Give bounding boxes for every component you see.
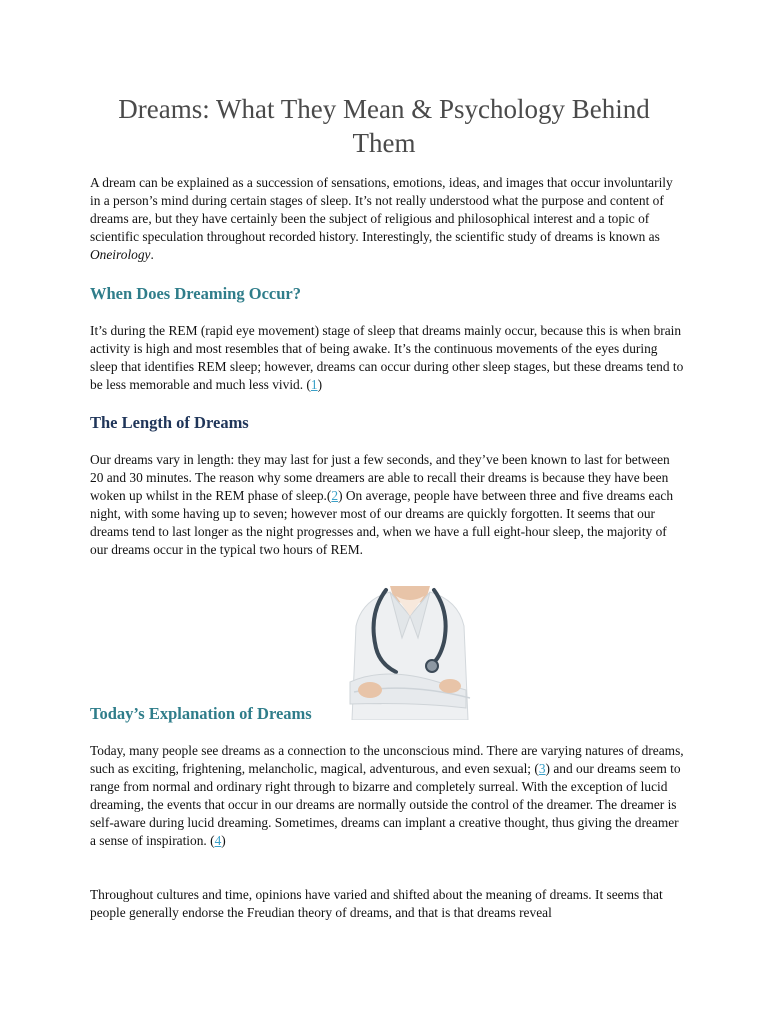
intro-end: . [150, 247, 154, 262]
section1-text: It’s during the REM (rapid eye movement) stage of sleep that dreams mainly occur, because this is when brain activity is high and most resembles that of being awake. It’s the continuous movements of the eyes during sleep that identifies REM sleep; however, dreams can occur during other sleep stages, but these dreams tend to be less memorable and much less vivid. ( [90, 323, 684, 392]
intro-term: Oneirology [90, 247, 151, 262]
intro-paragraph [90, 174, 686, 264]
heading-todays-explanation: Today’s Explanation of Dreams [90, 704, 312, 723]
section1-end: ) [317, 377, 323, 392]
reference-link-1[interactable]: 1 [310, 377, 318, 392]
section3-text-a: Today, many people see dreams as a connection to the unconscious mind. There are varying natures of dreams, such as exciting, frightening, melancholic, magical, adventurous, and even sexual; ( [90, 743, 684, 776]
section2-text-b: ) On average, people have between three and five dreams each night, with some having up to seven; however most of our dreams are quickly forgotten. It seems that our dreams tend to last longer as the night progresses and, when we have a full eight-hour sleep, the majority of our dreams occur in the typical two hours of REM. [90, 488, 674, 557]
section4-paragraph: Throughout cultures and time, opinions have varied and shifted about the meaning of dreams. It seems that people generally endorse the Freudian theory of dreams, and that is that dreams reveal [90, 887, 663, 920]
doctor-with-stethoscope-photo [346, 586, 474, 720]
section3-text-b: ) and our dreams seem to range from normal and ordinary right through to bizarre and completely surreal. With the exception of lucid dreaming, the events that occur in our dreams are normally outside the control of the dreamer. The dreamer is self-aware during lucid dreaming. Sometimes, dreams can implant a creative thought, thus giving the dreamer a sense of inspiration. ( [90, 761, 681, 848]
page-title: Dreams: What They Mean & Psychology Behind Them [118, 94, 650, 158]
heading-length-of-dreams: The Length of Dreams [90, 413, 249, 432]
reference-link-4[interactable]: 4 [214, 833, 222, 848]
section2-text-a: Our dreams vary in length: they may last for just a few seconds, and they’ve been known to last for between 20 and 30 minutes. The reason why some dreamers are able to recall their dreams is because they have been woken up whilst in the REM phase of sleep.( [90, 452, 670, 503]
section3-paragraph [90, 742, 686, 850]
reference-link-3[interactable]: 3 [538, 761, 546, 776]
heading-when-dreaming: When Does Dreaming Occur? [90, 284, 301, 303]
intro-text: A dream can be explained as a succession of sensations, emotions, ideas, and images that occur involuntarily in a person’s mind during certain stages of sleep. It’s not really understood what the purpose and content of dreams are, but they have certainly been the subject of religious and philosophical interest and a topic of scientific speculation throughout recorded history. Interestingly, the scientific study of dreams is known as [90, 175, 673, 244]
section2-paragraph [90, 451, 686, 559]
reference-link-2[interactable]: 2 [331, 488, 339, 503]
section1-paragraph [90, 322, 686, 394]
section3-end: ) [221, 833, 226, 848]
